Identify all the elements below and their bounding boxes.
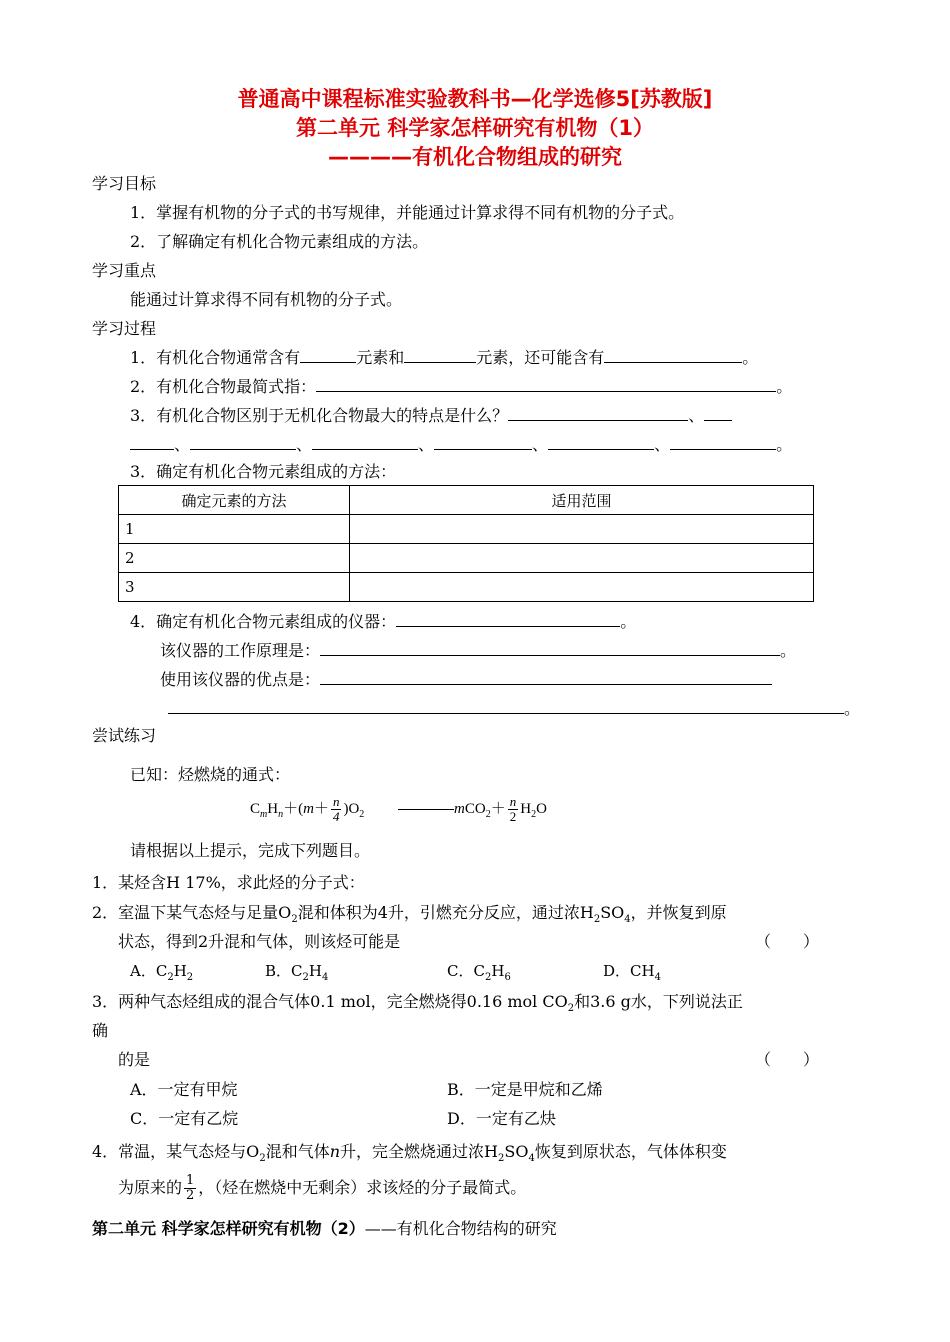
p4-c: 升，完全燃烧通过浓H — [340, 1142, 498, 1161]
q4-advantage-blank-2[interactable] — [168, 698, 844, 714]
goal-item-1: 1．掌握有机物的分子式的书写规律，并能通过计算求得不同有机物的分子式。 — [130, 203, 685, 222]
known-formula-label: 已知：烃燃烧的通式： — [130, 765, 291, 784]
p4-sub: 4 — [528, 1153, 535, 1165]
table-cell-number: 3 — [119, 573, 350, 602]
question-1 — [130, 347, 758, 368]
p3-option-c[interactable]: C．一定有乙烷 — [130, 1109, 239, 1128]
q4-end: 。 — [620, 612, 637, 631]
p2-opt-label: A．C — [130, 962, 168, 980]
p4-sub: 2 — [259, 1153, 266, 1165]
p3-a: 3．两种气态烃组成的混合气体0.1 mol，完全燃烧得0.16 mol CO — [92, 992, 568, 1011]
p3-sub: 2 — [567, 1003, 575, 1015]
p2-sub: 4 — [624, 914, 631, 926]
q3-blank-5[interactable] — [434, 434, 532, 450]
problem-3-wrap: 确 — [92, 1021, 109, 1040]
q3-text: 3．有机化合物区别于无机化合物最大的特点是什么？ — [130, 406, 509, 425]
q2-blank[interactable] — [316, 376, 776, 392]
title-line-1: 普通高中课程标准实验教科书—化学选修5[苏教版] — [237, 87, 713, 111]
problem-3-line-2: 的是 — [118, 1050, 151, 1069]
eq-frac-n2 — [508, 795, 519, 824]
q4-advantage-line-2 — [168, 698, 860, 719]
p2-opt-sub: 4 — [654, 972, 661, 983]
p2-sub: 2 — [593, 914, 601, 926]
question-2 — [130, 376, 792, 397]
next-section-title — [92, 1219, 557, 1239]
p2-option-c[interactable]: C．$C_2H_6$ — [447, 962, 511, 983]
problem-2-answer[interactable]: （ ） — [755, 932, 820, 951]
table-header-row — [119, 486, 814, 515]
eq-c: C — [250, 801, 261, 817]
q4-principle-blank[interactable] — [320, 640, 780, 656]
p3-b: 和3.6 g水，下列说法正 — [574, 992, 743, 1011]
q2-end: 。 — [776, 377, 793, 396]
question-3b: 3．确定有机化合物元素组成的方法： — [130, 462, 397, 481]
p2-opt-label: D．CH — [603, 962, 655, 980]
eq-frac-n4 — [331, 795, 342, 824]
q3-sep: 、 — [654, 435, 671, 454]
table-header-method: 确定元素的方法 — [119, 486, 350, 515]
practice-hint: 请根据以上提示，完成下列题目。 — [130, 841, 371, 860]
eq-h2o-h: H — [520, 801, 532, 817]
q3-blank-7[interactable] — [670, 434, 776, 450]
p3-option-b[interactable]: B．一定是甲烷和乙烯 — [447, 1080, 603, 1099]
p4-frac-num: 1 — [186, 1173, 195, 1188]
p2-b: 混和体积为4升，引燃充分反应，通过浓H — [297, 903, 594, 922]
table-cell-blank[interactable] — [350, 573, 814, 602]
q3-sep: 、 — [688, 406, 705, 425]
problem-4 — [92, 1142, 727, 1169]
q4-advantage — [160, 669, 772, 690]
p2-d: ，并恢复到原 — [630, 903, 727, 922]
q3-sep: 、 — [418, 435, 435, 454]
q3-blank-2a[interactable] — [704, 405, 732, 421]
table-cell-number: 1 — [119, 515, 350, 544]
eq-plus-open: ＋( — [283, 801, 304, 817]
problem-4-line-2 — [118, 1168, 526, 1208]
eq-sub-2: 2 — [359, 809, 365, 820]
p2-opt-label: B．C — [265, 962, 303, 980]
p2-opt-sub: 2 — [167, 972, 174, 983]
q3-blank-2b[interactable] — [130, 434, 174, 450]
q4-text: 4．确定有机化合物元素组成的仪器： — [130, 612, 397, 631]
p4-e: 恢复到原状态，气体体积变 — [534, 1142, 727, 1161]
goal-item-2: 2．了解确定有机化合物元素组成的方法。 — [130, 232, 429, 251]
eq-h: H — [267, 801, 279, 817]
eq-plus: ＋ — [490, 801, 506, 817]
goals-heading: 学习目标 — [92, 174, 157, 193]
problem-2-line-2: 状态，得到2升混和气体，则该烃可能是 — [118, 932, 401, 951]
problem-1: 1．某烃含H 17%，求此烃的分子式： — [92, 873, 365, 892]
eq-m-coef: m — [454, 801, 465, 817]
practice-heading: 尝试练习 — [92, 726, 157, 745]
table-row — [119, 573, 814, 602]
p4-fraction — [184, 1174, 196, 1203]
p4-a: 4．常温，某气态烃与O — [92, 1142, 260, 1161]
eq-frac-num: n — [332, 794, 340, 810]
p2-opt-sub: 2 — [484, 972, 492, 983]
title-line-3: ————有机化合物组成的研究 — [328, 145, 622, 169]
p4-g: ，（烃在燃烧中无剩余）求该烃的分子最简式。 — [198, 1178, 527, 1197]
q4-principle-end: 。 — [780, 641, 797, 660]
eq-frac-den: 2 — [509, 809, 517, 825]
q1-part-c: 元素，还可能含有 — [476, 348, 605, 367]
q3-sep: 、 — [174, 435, 191, 454]
title-line-2: 第二单元 科学家怎样研究有机物（1） — [296, 116, 654, 140]
table-cell-blank[interactable] — [350, 515, 814, 544]
eq-sub-2: 2 — [531, 809, 537, 820]
process-heading: 学习过程 — [92, 319, 157, 338]
p2-option-b[interactable]: B．$C_2H_4$ — [265, 962, 329, 983]
q4-advantage-end: 。 — [844, 699, 861, 718]
q1-blank-3[interactable] — [604, 347, 742, 363]
methods-table — [118, 485, 814, 602]
eq-sub-n: n — [278, 809, 284, 820]
q4-advantage-label: 使用该仪器的优点是： — [160, 670, 321, 689]
combustion-equation: $C_mH_n+(m+$ $\frac{n}{4}$ )$O_2$ mCO$_2$＋ $\frac{n}{2}$ $H_2O$ — [250, 794, 547, 825]
q4-principle-label: 该仪器的工作原理是： — [160, 641, 321, 660]
next-section-normal: ——有机化合物结构的研究 — [364, 1219, 557, 1238]
focus-heading: 学习重点 — [92, 261, 157, 280]
eq-o: O — [536, 801, 547, 817]
p2-option-d[interactable] — [603, 961, 661, 988]
q3-blank-3[interactable] — [190, 434, 296, 450]
table-cell-number: 2 — [119, 544, 350, 573]
p4-frac-den: 2 — [186, 1188, 195, 1203]
q1-blank-2[interactable] — [404, 347, 476, 363]
q2-text: 2．有机化合物最简式指： — [130, 377, 317, 396]
q3-blank-6[interactable] — [548, 434, 654, 450]
p4-n: n — [329, 1142, 341, 1161]
eq-close-o2: )O — [343, 801, 360, 817]
eq-sub-2: 2 — [485, 809, 491, 820]
problem-3-answer[interactable]: （ ） — [755, 1050, 820, 1069]
p2-opt-sub: 4 — [321, 972, 329, 983]
p4-b: 混和气体 — [265, 1142, 330, 1161]
q3-sep: 、 — [296, 435, 313, 454]
q1-part-a: 1．有机化合物通常含有 — [130, 348, 301, 367]
p4-sub: 2 — [497, 1153, 505, 1165]
table-row — [119, 544, 814, 573]
problem-2 — [92, 903, 727, 930]
p2-a: 2．室温下某气态烃与足量O — [92, 903, 292, 922]
q3-blank-1[interactable] — [508, 405, 688, 421]
next-section-bold: 第二单元 科学家怎样研究有机物（2） — [92, 1219, 365, 1238]
q1-end: 。 — [742, 348, 759, 367]
eq-sub-m: m — [260, 809, 268, 820]
eq-arrow-line — [398, 809, 454, 810]
p3-option-a[interactable]: A．一定有甲烷 — [130, 1080, 238, 1099]
p2-opt-sub: 2 — [302, 972, 309, 983]
q4-principle — [160, 640, 796, 661]
p2-c: SO — [600, 903, 625, 922]
q3-sep: 、 — [532, 435, 549, 454]
eq-co: CO — [464, 801, 486, 817]
question-3-line-2 — [130, 434, 792, 455]
p2-opt-sub: 6 — [504, 972, 511, 983]
problem-3 — [92, 992, 743, 1019]
q1-blank-1[interactable] — [300, 347, 356, 363]
q1-part-b: 元素和 — [356, 348, 405, 367]
q4-blank[interactable] — [396, 611, 620, 627]
question-3 — [130, 405, 732, 426]
table-row — [119, 515, 814, 544]
p2-opt-label: C．C — [447, 962, 485, 980]
q3-blank-4[interactable] — [312, 434, 418, 450]
p4-f: 为原来的 — [118, 1178, 183, 1197]
q3-end: 。 — [776, 435, 793, 454]
p4-d: SO — [504, 1142, 529, 1161]
eq-frac-num: n — [509, 794, 517, 810]
p3-option-d[interactable]: D．一定有乙炔 — [447, 1109, 556, 1128]
p2-sub: 2 — [291, 914, 298, 926]
q4-advantage-blank-1[interactable] — [320, 669, 772, 685]
p2-opt-sub: 2 — [186, 972, 194, 983]
focus-text: 能通过计算求得不同有机物的分子式。 — [130, 290, 403, 309]
eq-frac-den: 4 — [332, 809, 340, 825]
table-cell-blank[interactable] — [350, 544, 814, 573]
eq-m: m — [303, 801, 314, 817]
table-header-scope: 适用范围 — [350, 486, 814, 515]
p2-option-a[interactable]: A．$C_2H_2$ — [130, 962, 194, 983]
question-4 — [130, 611, 636, 632]
